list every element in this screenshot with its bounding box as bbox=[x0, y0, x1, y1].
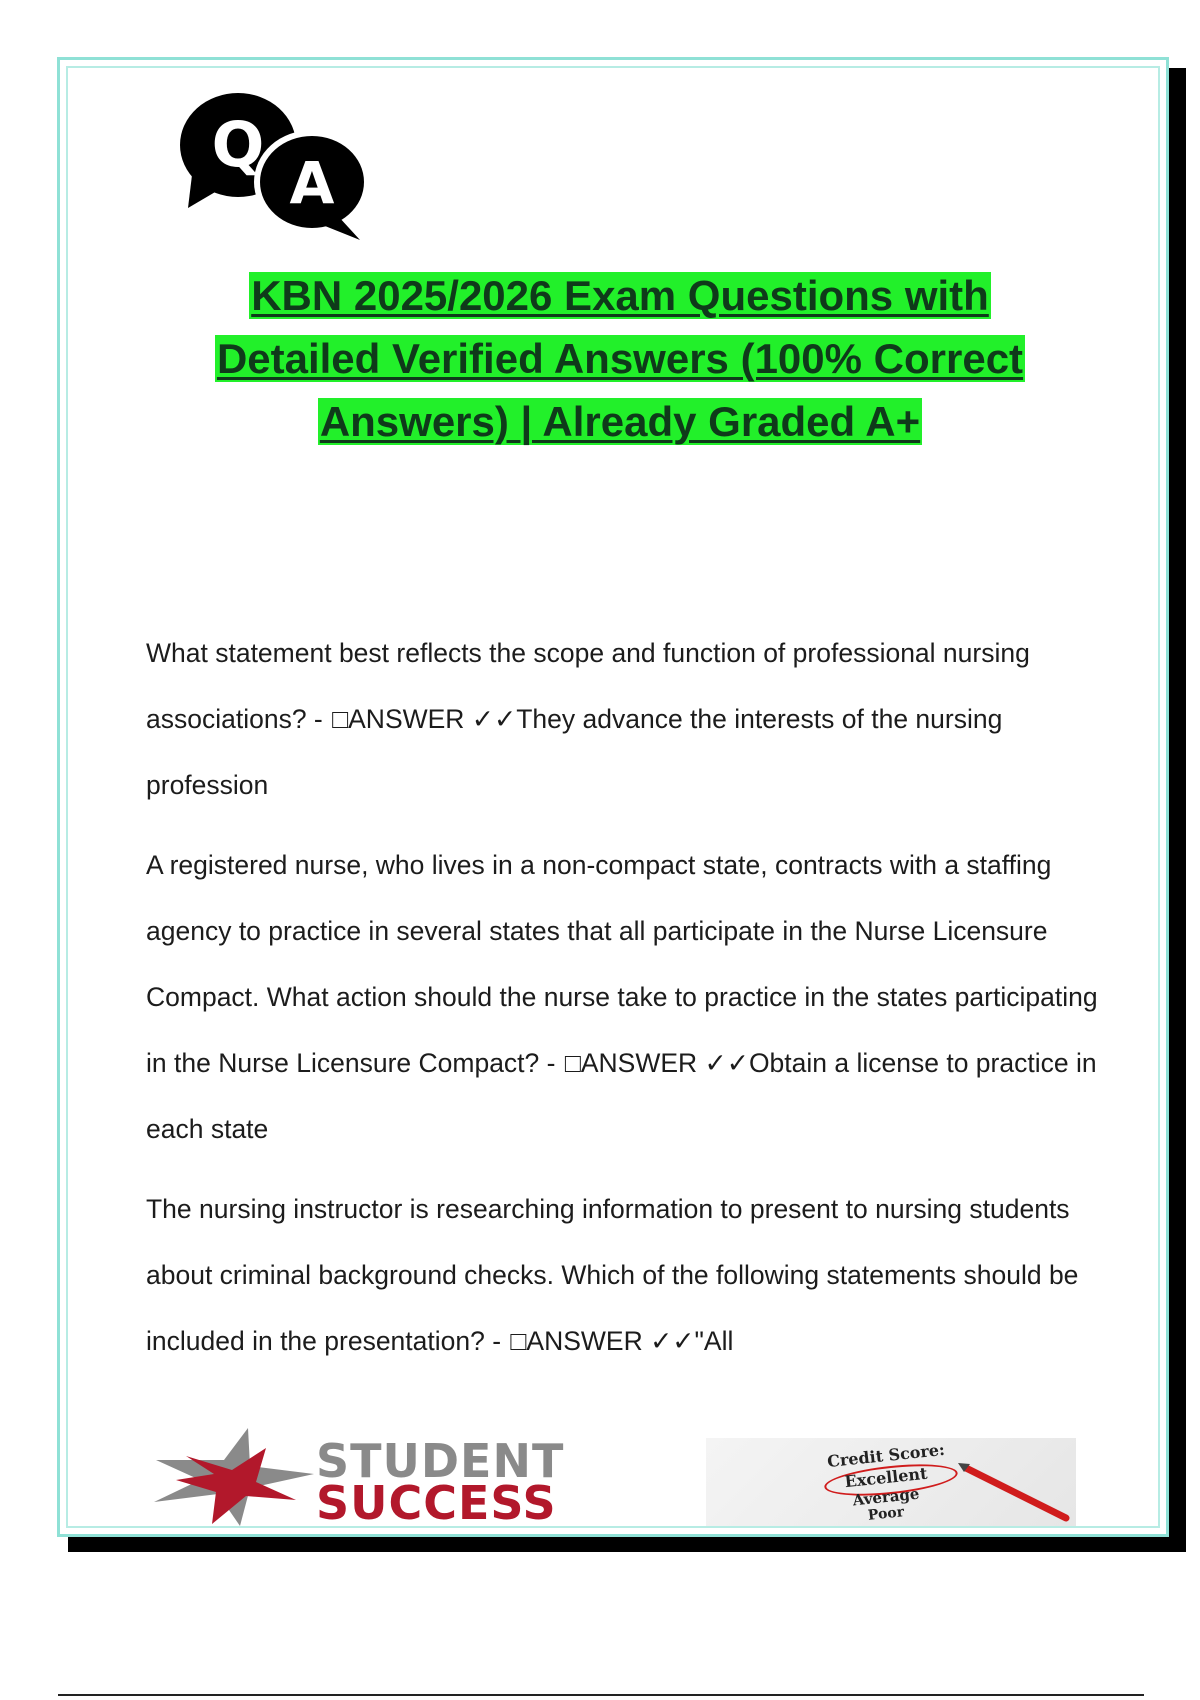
qa-item bbox=[146, 1176, 1106, 1374]
title-line-3: Answers) | Already Graded A+ bbox=[319, 398, 921, 445]
bottom-divider bbox=[58, 1694, 1144, 1696]
answer-text: Obtain a license to practice in each state bbox=[146, 1048, 1097, 1144]
q-letter: Q bbox=[211, 108, 265, 181]
brand-line-student: STUDENT bbox=[316, 1440, 565, 1488]
answer-text: They advance the interests of the nursing profession bbox=[146, 704, 1003, 800]
answer-marker: □ANSWER ✓✓ bbox=[510, 1326, 695, 1356]
answer-marker: □ANSWER ✓✓ bbox=[564, 1048, 749, 1078]
a-letter: A bbox=[289, 149, 335, 217]
footer-banner bbox=[146, 1426, 1076, 1526]
credit-poor: Poor bbox=[867, 1504, 905, 1524]
qa-item bbox=[146, 620, 1106, 818]
red-pencil-icon bbox=[956, 1458, 1076, 1526]
credit-excellent: Excellent bbox=[843, 1463, 929, 1492]
question-text: A registered nurse, who lives in a non-compact state, contracts with a staffing agency to practice in several states that all participate in the Nurse Licensure Compact. What action should the nurse take to practice in the states participating in the Nurse Licensure Compact? - bbox=[146, 850, 1098, 1078]
star-logo-icon bbox=[146, 1426, 316, 1526]
title-line-2: Detailed Verified Answers (100% Correct bbox=[216, 335, 1024, 382]
credit-score-image bbox=[706, 1438, 1076, 1526]
question-text: What statement best reflects the scope and function of professional nursing associations? - bbox=[146, 638, 1030, 734]
title-line-1: KBN 2025/2026 Exam Questions with bbox=[251, 272, 989, 319]
question-text: The nursing instructor is researching information to present to nursing students about criminal background checks. Which of the following statements should be included in the presentation? - bbox=[146, 1194, 1079, 1356]
document-title bbox=[130, 264, 1110, 453]
credit-average: Average bbox=[851, 1484, 921, 1510]
answer-marker: □ANSWER ✓✓ bbox=[332, 704, 517, 734]
qa-list bbox=[146, 620, 1106, 1388]
answer-text: "All bbox=[694, 1326, 734, 1356]
credit-score-title: Credit Score: bbox=[826, 1439, 946, 1472]
brand-line-success: SUCCESS bbox=[316, 1476, 557, 1526]
qa-item bbox=[146, 832, 1106, 1162]
qa-speech-bubbles-logo bbox=[170, 90, 380, 245]
